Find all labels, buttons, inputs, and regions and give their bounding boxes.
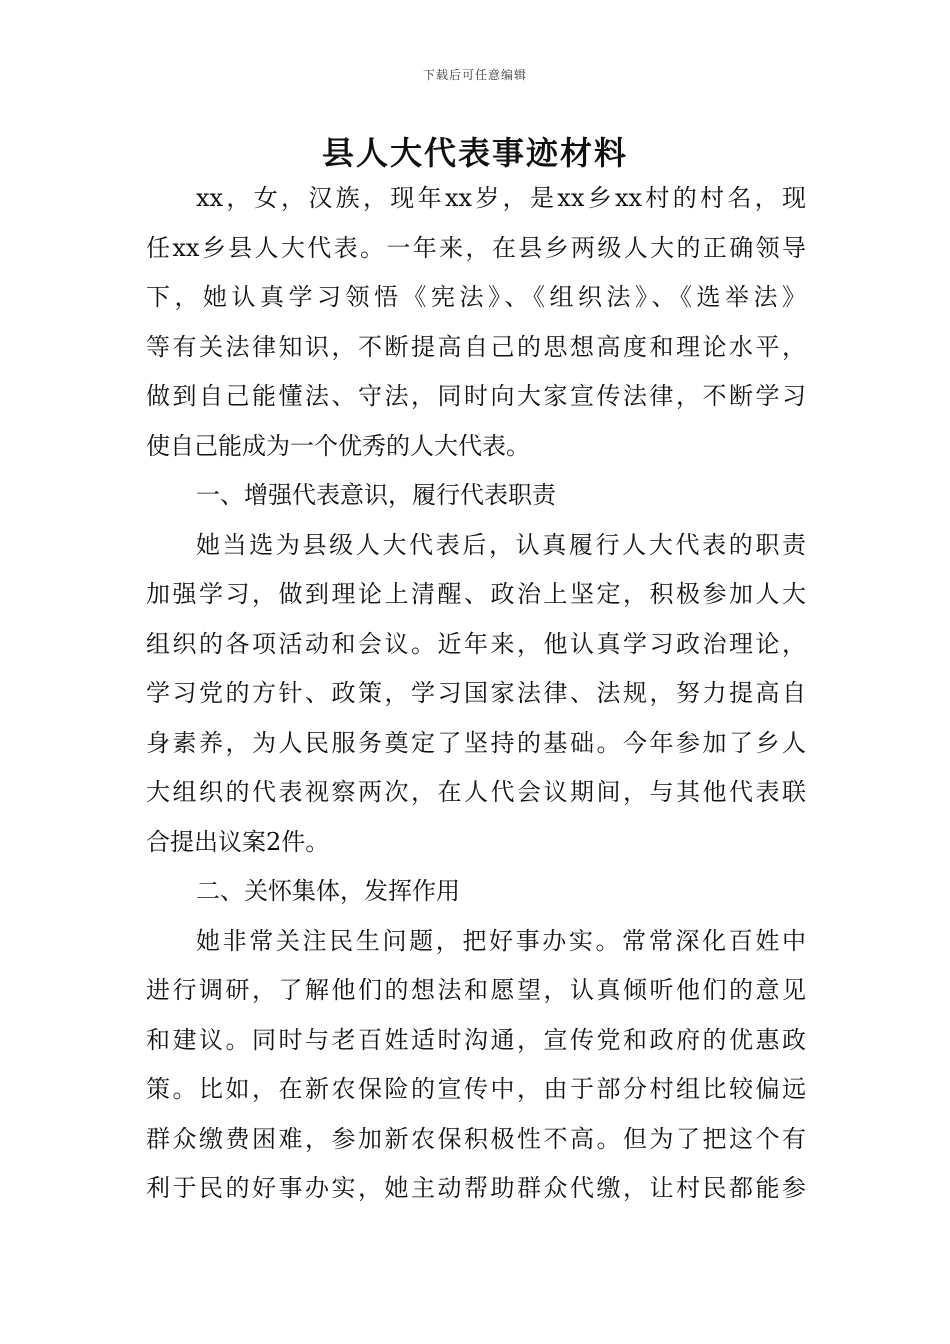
paragraph-line: 任xx乡县人大代表。一年来，在县乡两级人大的正确领导 bbox=[146, 233, 806, 262]
paragraph-line: 她当选为县级人大代表后，认真履行人大代表的职责 bbox=[196, 530, 806, 559]
paragraph-line: 策。比如，在新农保险的宣传中，由于部分村组比较偏远 bbox=[146, 1075, 806, 1103]
section-heading: 一、增强代表意识，履行代表职责 bbox=[196, 481, 556, 509]
paragraph-line: 利于民的好事办实，她主动帮助群众代缴，让村民都能参 bbox=[146, 1174, 806, 1202]
paragraph-line: 学习党的方针、政策，学习国家法律、法规，努力提高自 bbox=[146, 679, 806, 707]
paragraph-line: 等有关法律知识，不断提高自己的思想高度和理论水平， bbox=[146, 332, 806, 361]
paragraph-line: 身素养，为人民服务奠定了坚持的基础。今年参加了乡人 bbox=[146, 728, 806, 757]
paragraph-line: 使自己能成为一个优秀的人大代表。 bbox=[146, 431, 530, 460]
paragraph-line: 下，她认真学习领悟《宪法》、《组织法》、《选举法》 bbox=[146, 283, 806, 311]
paragraph-line: 进行调研，了解他们的想法和愿望，认真倾听他们的意见 bbox=[146, 976, 806, 1004]
paragraph-line: 和建议。同时与老百姓适时沟通，宣传党和政府的优惠政 bbox=[146, 1025, 806, 1054]
paragraph-line: xx，女，汉族，现年xx岁，是xx乡xx村的村名，现 bbox=[196, 184, 806, 212]
paragraph-line: 做到自己能懂法、守法，同时向大家宣传法律，不断学习 bbox=[146, 382, 806, 410]
paragraph-line: 加强学习，做到理论上清醒、政治上坚定，积极参加人大 bbox=[146, 580, 806, 608]
paragraph-line: 群众缴费困难，参加新农保积极性不高。但为了把这个有 bbox=[146, 1124, 806, 1153]
paragraph-line: 她非常关注民生问题，把好事办实。常常深化百姓中 bbox=[196, 926, 806, 955]
section-heading: 二、关怀集体，发挥作用 bbox=[196, 877, 460, 905]
paragraph-line: 大组织的代表视察两次，在人代会议期间，与其他代表联 bbox=[146, 778, 806, 806]
document-title: 县人大代表事迹材料 bbox=[321, 134, 628, 172]
paragraph-line: 组织的各项活动和会议。近年来，他认真学习政治理论， bbox=[146, 629, 806, 658]
paragraph-line: 合提出议案2件。 bbox=[146, 827, 330, 856]
document-body bbox=[146, 174, 806, 1214]
header-note: 下载后可任意编辑 bbox=[422, 68, 527, 82]
